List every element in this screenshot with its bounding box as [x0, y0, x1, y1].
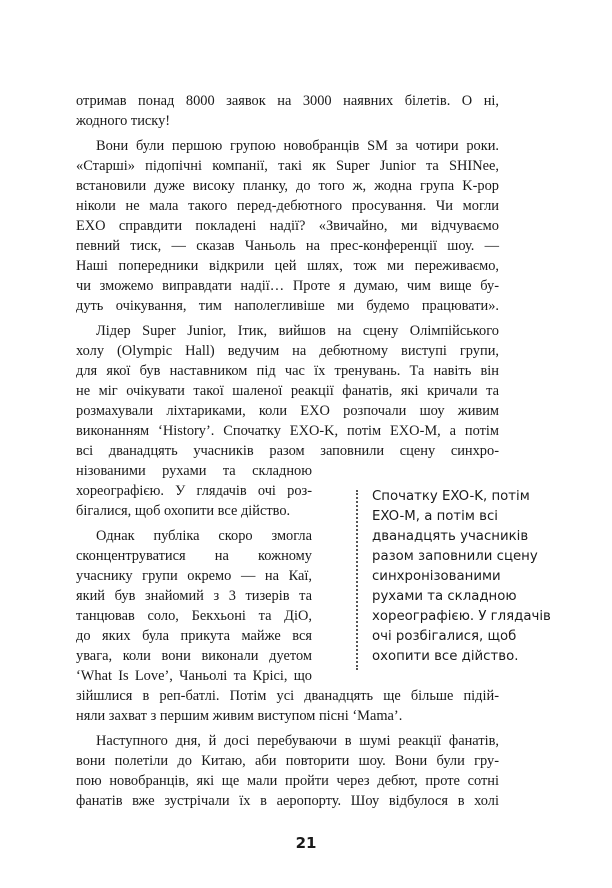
body-line: учаснику групи окремо — на Каї, — [76, 568, 312, 584]
pull-quote-line: охопити все дійство. — [372, 649, 519, 664]
body-line: до яких була прикута майже вся — [76, 628, 312, 644]
body-line: Вони були першою групою новобранців SM за чотири роки. — [96, 138, 499, 154]
body-line: танцював соло, Бекхьоні та ДіО, — [76, 608, 312, 624]
pull-quote-line: Спочатку EXO-K, потім — [372, 489, 530, 504]
body-line: сконцентруватися на кожному — [76, 548, 312, 564]
body-line: фанатів вже зустрічали їх в аеропорту. Шоу відбулося в холі — [76, 793, 499, 809]
body-line: ‘What Is Love’, Чаньолі та Крісі, що — [76, 668, 312, 684]
body-line: ніколи не мала такого перед-дебютного просування. Чи могли — [76, 198, 499, 214]
body-line: виконанням ‘History’. Спочатку EXO-K, потім EXO-M, а потім — [76, 423, 499, 439]
body-line: встановили дуже високу планку, до того ж, жодна група K-pop — [76, 178, 499, 194]
body-line: дуть очікування, тим наполегливіше ми будемо працювати». — [76, 298, 499, 314]
body-line: отримав понад 8000 заявок на 3000 наявних білетів. О ні, — [76, 93, 499, 109]
body-line: певний тиск, — сказав Чаньоль на прес-конференції шоу. — — [76, 238, 499, 254]
body-line: розмахували ліхтариками, коли EXO розпочали шоу живим — [76, 403, 499, 419]
body-line: пою новобранців, які ще мали пройти через дебют, проте сотні — [76, 773, 499, 789]
body-line: зійшлися в реп-батлі. Потім усі дванадцять ще більше підій- — [76, 688, 499, 704]
body-line: вони полетіли до Китаю, аби повторити шоу. Вони були гру- — [76, 753, 499, 769]
body-line: всі дванадцять учасників разом заповнили сцену синхро- — [76, 443, 499, 459]
body-line: няли захват з першим живим виступом пісні ‘Mama’. — [76, 708, 403, 724]
body-line: Лідер Super Junior, Ітик, вийшов на сцену Олімпійського — [96, 323, 499, 339]
body-line: Наші попередники відкрили цей шлях, тож ми переживаємо, — [76, 258, 499, 274]
body-line: не міг очікувати такої шаленої реакції фанатів, які кричали та — [76, 383, 499, 399]
body-line: чи зможемо виправдати надії… Проте я думаю, чим вище бу- — [76, 278, 499, 294]
body-line: нізованими рухами та складною — [76, 463, 312, 479]
pull-quote-line: разом заповнили сцену — [372, 549, 538, 564]
pull-quote-line: синхронізованими — [372, 569, 501, 584]
body-line: хореографією. У глядачів очі роз- — [76, 483, 312, 499]
body-line: «Старші» підопічні компанії, такі як Super Junior та SHINee, — [76, 158, 499, 174]
body-line: EXO справдити покладені надії? «Звичайно, ми відчуваємо — [76, 218, 499, 234]
body-line: для якої був наставником під час їх тренувань. Та навіть він — [76, 363, 499, 379]
body-line: жодного тиску! — [76, 113, 171, 129]
pull-quote-line: хореографією. У глядачів — [372, 609, 551, 624]
page-number: 21 — [295, 834, 317, 852]
body-line: увага, коли вони виконали дуетом — [76, 648, 312, 664]
body-line: Однак публіка скоро змогла — [96, 528, 312, 544]
pull-quote-line: очі розбігалися, щоб — [372, 629, 517, 644]
pull-quote-line: рухами та складною — [372, 589, 517, 604]
pull-quote-rule — [356, 490, 358, 670]
body-line: холу (Olympic Hall) ведучим на дебютному виступі групи, — [76, 343, 499, 359]
body-line: який був знайомий з 3 тизерів та — [76, 588, 312, 604]
pull-quote-line: EXO-M, а потім всі — [372, 509, 498, 524]
body-line: Наступного дня, й досі перебуваючи в шумі реакції фанатів, — [96, 733, 499, 749]
pull-quote-line: дванадцять учасників — [372, 529, 529, 544]
body-line: бігалися, щоб охопити все дійство. — [76, 503, 291, 519]
